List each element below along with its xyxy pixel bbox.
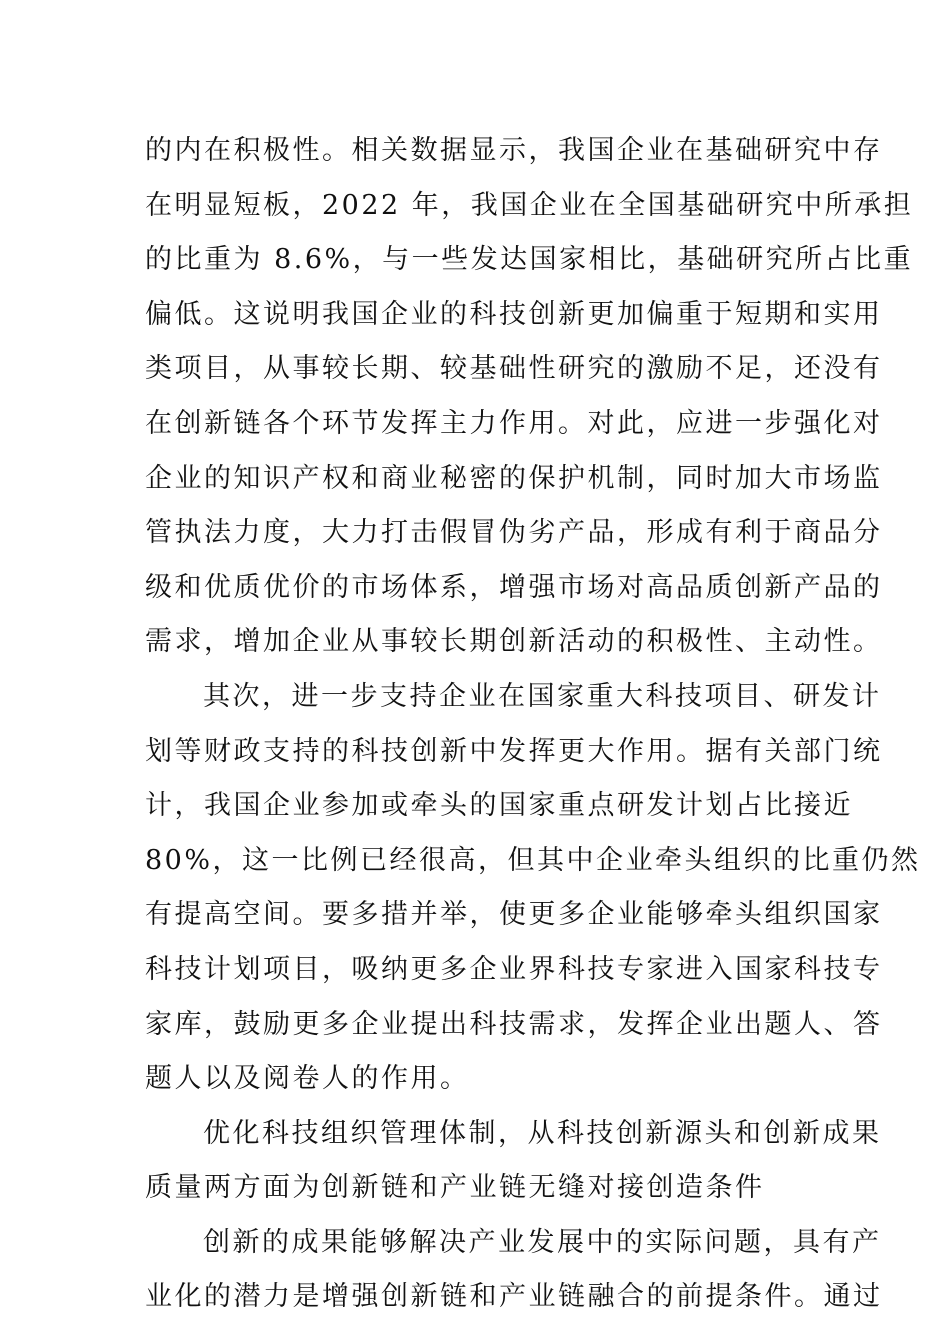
text-line: 的内在积极性。相关数据显示，我国企业在基础研究中存 xyxy=(145,135,883,166)
text-line: 企业的知识产权和商业秘密的保护机制，同时加大市场监 xyxy=(145,462,883,494)
text-line: 业化的潜力是增强创新链和产业链融合的前提条件。通过 xyxy=(145,1281,883,1313)
text-line: 计，我国企业参加或牵头的国家重点研发计划占比接近 xyxy=(145,790,853,822)
paragraph-first-line: 其次，进一步支持企业在国家重大科技项目、研发计 xyxy=(203,680,882,712)
text-line: 有提高空间。要多措并举，使更多企业能够牵头组织国家 xyxy=(145,899,883,931)
text-line: 在明显短板，2022 年，我国企业在全国基础研究中所承担 xyxy=(145,189,914,221)
text-line: 管执法力度，大力打击假冒伪劣产品，形成有利于商品分 xyxy=(145,517,883,549)
text-line: 级和优质优价的市场体系，增强市场对高品质创新产品的 xyxy=(145,571,883,603)
text-line: 的比重为 8.6%，与一些发达国家相比，基础研究所占比重 xyxy=(145,244,914,276)
section-heading-line: 优化科技组织管理体制，从科技创新源头和创新成果 xyxy=(203,1117,882,1149)
text-line: 科技计划项目，吸纳更多企业界科技专家进入国家科技专 xyxy=(145,953,883,985)
document-body xyxy=(145,124,921,1325)
text-line: 题人以及阅卷人的作用。 xyxy=(145,1063,470,1095)
text-line: 需求，增加企业从事较长期创新活动的积极性、主动性。 xyxy=(145,626,883,658)
text-line: 在创新链各个环节发挥主力作用。对此，应进一步强化对 xyxy=(145,407,883,439)
paragraph-first-line: 创新的成果能够解决产业发展中的实际问题，具有产 xyxy=(203,1226,882,1258)
text-line: 偏低。这说明我国企业的科技创新更加偏重于短期和实用 xyxy=(145,298,883,330)
text-line: 家库，鼓励更多企业提出科技需求，发挥企业出题人、答 xyxy=(145,1008,883,1040)
text-line: 类项目，从事较长期、较基础性研究的激励不足，还没有 xyxy=(145,353,883,385)
text-line: 划等财政支持的科技创新中发挥更大作用。据有关部门统 xyxy=(145,735,883,767)
text-line: 80%，这一比例已经很高，但其中企业牵头组织的比重仍然 xyxy=(145,844,921,876)
section-heading-line: 质量两方面为创新链和产业链无缝对接创造条件 xyxy=(145,1172,765,1204)
